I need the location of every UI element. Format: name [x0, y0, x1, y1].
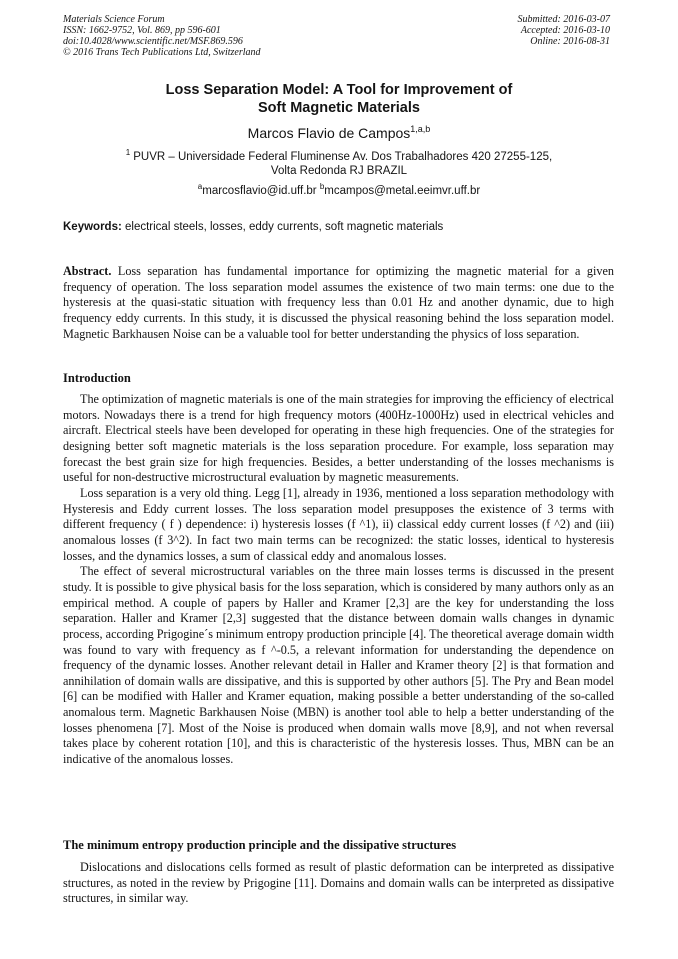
section-entropy-body [63, 860, 614, 907]
journal-name: Materials Science Forum [63, 14, 165, 25]
abstract [63, 264, 614, 342]
introduction-heading: Introduction [63, 371, 131, 385]
author-emails: $^a$marcosflavio@id.uff.br $^b$mcampos@metal.eeimvr.uff.br [197, 182, 481, 197]
accepted-date: Accepted: 2016-03-10 [520, 25, 610, 36]
doi-line: doi:10.4028/www.scientific.net/MSF.869.596 [63, 36, 243, 47]
affiliation-line-2: Volta Redonda RJ BRAZIL [270, 165, 408, 177]
author-line [60, 125, 618, 141]
author-name: Marcos Flavio de Campos [247, 125, 411, 141]
journal-info [63, 14, 261, 58]
title-line-1: Loss Separation Model: A Tool for Improvement of [165, 82, 513, 98]
email-a[interactable]: marcosflavio@id.uff.br [202, 185, 317, 197]
publication-dates [518, 14, 611, 47]
section-heading-entropy: The minimum entropy production principle and the dissipative structures [63, 838, 457, 852]
abstract-label: Abstract. [63, 264, 112, 278]
author-superscript: 1,a,b [410, 124, 431, 134]
affiliation [60, 150, 618, 178]
keywords-text: electrical steels, losses, eddy currents, soft magnetic materials [121, 221, 444, 233]
copyright-line: © 2016 Trans Tech Publications Ltd, Switzerland [63, 47, 261, 58]
intro-paragraph-2: Loss separation is a very old thing. Legg [1], already in 1936, mentioned a loss separation methodology with Hysteresis and Eddy current losses. The loss separation model presupposes the existence of 3 terms with different frequency ( f ) dependence: i) hysteresis losses (f ^1), ii) classical eddy current losses (f ^2) and (iii) anomalous losses (f 3^2). In fact two main terms can be recognized: the static losses, identical to hysteresis losses, and the dynamics losses, a sum of classical eddy and anomalous losses. [63, 485, 614, 563]
intro-paragraph-3: The effect of several microstructural variables on the three main losses terms is discussed in the present study. It is possible to give physical basis for the loss separation, which is considered by many authors only as an empirical method. A couple of papers by Haller and Kramer [2,3] are the key for understanding the loss separation. Haller and Kramer [2,3] suggested that the distance between domain walls changes in dynamic process, according Prigogine´s minimum entropy production principle [4]. The theoretical average domain width was found to vary with frequency as f ^-0.5, a relevant information for understanding the dependence on frequency of the dynamic losses. Another relevant detail in Haller and Kramer theory [2] is that formation and annihilation of domain walls are dissipative, and this is supported by other authors [5]. The Pry and Bean model [6] can be modified with Haller and Kramer equation, making possible a better understanding of the so-called anomalous term. Magnetic Barkhausen Noise (MBN) is another tool able to help a better understanding of the losses phenomena [7]. Most of the Noise is produced when domain walls move [8,9], and not when reversal takes place by coherent rotation [10], and this is characteristic of the hysteresis losses. Thus, MBN can be an indicative of the anomalous losses. [63, 564, 614, 767]
title-line-2: Soft Magnetic Materials [258, 100, 420, 116]
entropy-paragraph-1: Dislocations and dislocations cells formed as result of plastic deformation can be interpreted as dissipative structures, as noted in the review by Prigogine [11]. Domains and domain walls can be interpreted as dissipative structures, in similar way. [63, 860, 614, 906]
submitted-date: Submitted: 2016-03-07 [517, 14, 610, 25]
keywords-label: Keywords: [63, 221, 122, 233]
paper-title [60, 81, 618, 117]
introduction-body [63, 392, 614, 768]
online-date: Online: 2016-08-31 [530, 36, 610, 47]
keywords [63, 220, 615, 234]
issn-line: ISSN: 1662-9752, Vol. 869, pp 596-601 [63, 25, 221, 36]
email-b[interactable]: mcampos@metal.eeimvr.uff.br [324, 185, 481, 197]
affiliation-superscript: 1 [125, 148, 131, 157]
intro-paragraph-1: The optimization of magnetic materials is one of the main strategies for improving the efficiency of electrical motors. Nowadays there is a trend for high frequency motors (400Hz-1000Hz) used in electrical vehicles and aircraft. Electrical steels have been developed for operating in these high frequencies. One of the strategies for designing better soft magnetic materials is the loss separation procedure. For example, loss separation may forecast the best grain size for high frequencies. Besides, a better understanding of the losses mechanisms is useful for non-destructive microstructural evaluation by magnetic measurements. [63, 392, 614, 485]
abstract-text: Loss separation has fundamental importance for optimizing the magnetic material for a given frequency of operation. The loss separation model assumes the existence of two main terms: one due to the hysteresis at the quasi-static situation with frequency less than 0.01 Hz and another dynamic, due to high frequency eddy currents. In this study, it is discussed the physical reasoning behind the loss separation model. Magnetic Barkhausen Noise can be a valuable tool for better understanding the physics of loss separation. [63, 264, 614, 341]
affiliation-line-1: $^1$ PUVR – Universidade Federal Fluminense Av. Dos Trabalhadores 420 27255-125, [125, 148, 553, 163]
